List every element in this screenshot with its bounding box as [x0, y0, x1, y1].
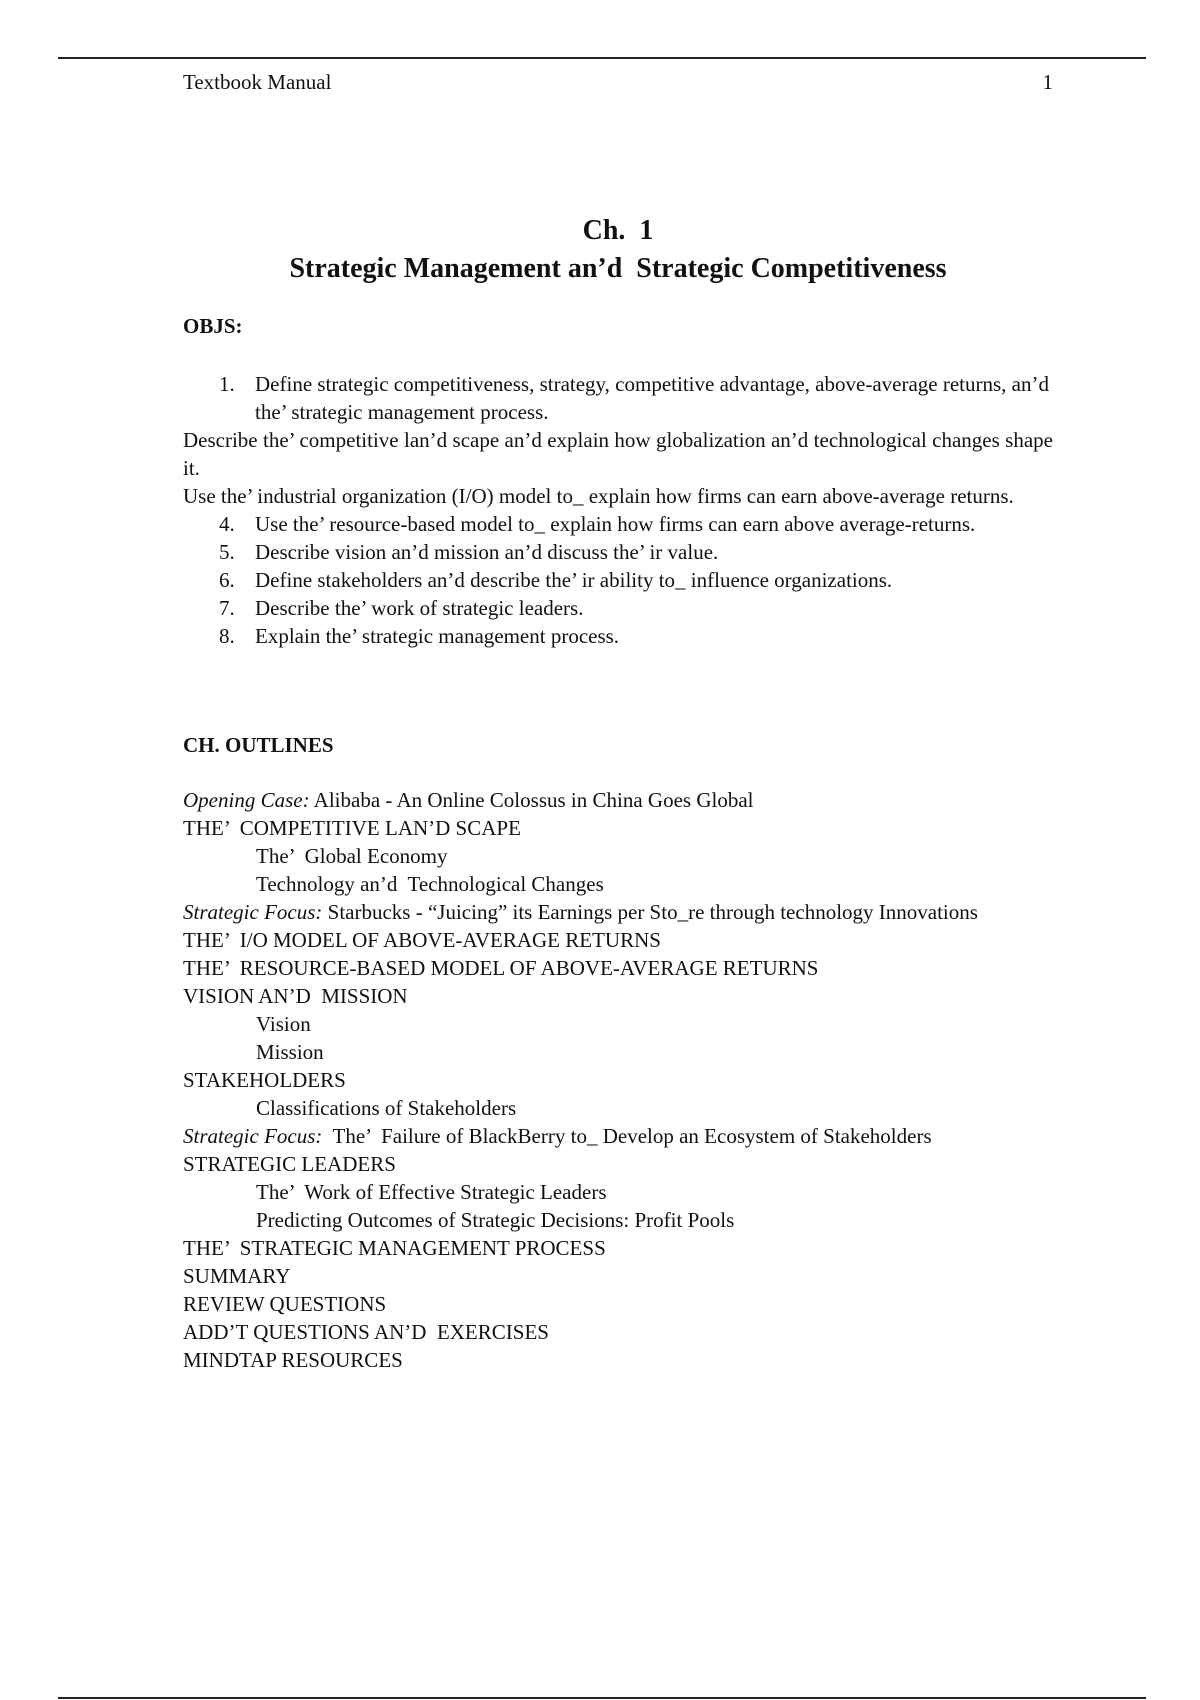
objective-item — [219, 370, 1053, 426]
chapter-name: Strategic Management an’d Strategic Competitiveness — [289, 253, 947, 284]
objective-number: 1. — [219, 372, 235, 396]
outline-item: THE’ STRATEGIC MANAGEMENT PROCESS — [183, 1236, 606, 1260]
objective-item — [219, 538, 1053, 566]
outline-label: Strategic Focus: — [183, 1124, 323, 1148]
header-title: Textbook Manual — [183, 70, 332, 94]
outline-text: Starbucks - “Juicing” its Earnings per Sto_re through technology Innovations — [322, 900, 978, 924]
objective-item — [183, 426, 1053, 482]
objective-number: 8. — [219, 624, 235, 648]
outline-text: The’ Failure of BlackBerry to_ Develop an Ecosystem of Stakeholders — [322, 1124, 932, 1148]
chapter-title — [183, 212, 1053, 288]
outline-strategic-focus — [183, 898, 1053, 926]
chapter-outline — [183, 786, 1053, 1374]
objective-item — [183, 482, 1053, 510]
outline-subitem: Mission — [256, 1040, 324, 1064]
objective-item — [219, 622, 1053, 650]
objectives-heading: OBJS: — [183, 314, 243, 338]
objective-number: 6. — [219, 568, 235, 592]
objectives-list — [183, 370, 1053, 650]
outline-subitem: Vision — [256, 1012, 311, 1036]
objective-number: 4. — [219, 512, 235, 536]
objective-text: Use the’ resource-based model to_ explain how firms can earn above average-returns. — [255, 512, 976, 536]
header-rule — [58, 57, 1146, 59]
outline-text: Alibaba - An Online Colossus in China Goes Global — [309, 788, 754, 812]
objective-number: 5. — [219, 540, 235, 564]
outline-subitem: The’ Global Economy — [256, 844, 448, 868]
outline-item: MINDTAP RESOURCES — [183, 1348, 403, 1372]
objective-text: Define strategic competitiveness, strategy, competitive advantage, above-average returns, an’d the’ strategic management process. — [255, 372, 1049, 424]
outline-item: THE’ RESOURCE-BASED MODEL OF ABOVE-AVERAGE RETURNS — [183, 956, 819, 980]
objective-number: 7. — [219, 596, 235, 620]
outline-subitem: Classifications of Stakeholders — [256, 1096, 517, 1120]
outline-heading: CH. OUTLINES — [183, 733, 334, 757]
outline-subitem: Predicting Outcomes of Strategic Decisions: Profit Pools — [256, 1208, 735, 1232]
objective-text: Describe vision an’d mission an’d discuss the’ ir value. — [255, 540, 719, 564]
objective-text: Define stakeholders an’d describe the’ ir ability to_ influence organizations. — [255, 568, 893, 592]
objective-item — [219, 510, 1053, 538]
objective-item — [219, 566, 1053, 594]
outline-item: ADD’T QUESTIONS AN’D EXERCISES — [183, 1320, 549, 1344]
objective-text: Use the’ industrial organization (I/O) model to_ explain how firms can earn above-average returns. — [183, 484, 1014, 508]
outline-opening-case — [183, 786, 1053, 814]
outline-item: VISION AN’D MISSION — [183, 984, 408, 1008]
chapter-number: Ch. 1 — [582, 215, 654, 246]
outline-item: REVIEW QUESTIONS — [183, 1292, 387, 1316]
objective-text: Describe the’ work of strategic leaders. — [255, 596, 584, 620]
running-header — [183, 70, 1053, 98]
outline-item: SUMMARY — [183, 1264, 291, 1288]
objective-text: Describe the’ competitive lan’d scape an’d explain how globalization an’d technological changes shape it. — [183, 428, 1053, 480]
outline-item: THE’ COMPETITIVE LAN’D SCAPE — [183, 816, 521, 840]
outline-item: THE’ I/O MODEL OF ABOVE-AVERAGE RETURNS — [183, 928, 661, 952]
outline-label: Opening Case: — [183, 788, 310, 812]
objective-text: Explain the’ strategic management process. — [255, 624, 620, 648]
outline-item: STRATEGIC LEADERS — [183, 1152, 396, 1176]
outline-strategic-focus — [183, 1122, 1053, 1150]
outline-subitem: Technology an’d Technological Changes — [256, 872, 604, 896]
footer-rule — [58, 1697, 1146, 1699]
page-number: 1 — [1042, 70, 1053, 94]
objective-item — [219, 594, 1053, 622]
outline-subitem: The’ Work of Effective Strategic Leaders — [256, 1180, 607, 1204]
outline-item: STAKEHOLDERS — [183, 1068, 346, 1092]
outline-label: Strategic Focus: — [183, 900, 323, 924]
